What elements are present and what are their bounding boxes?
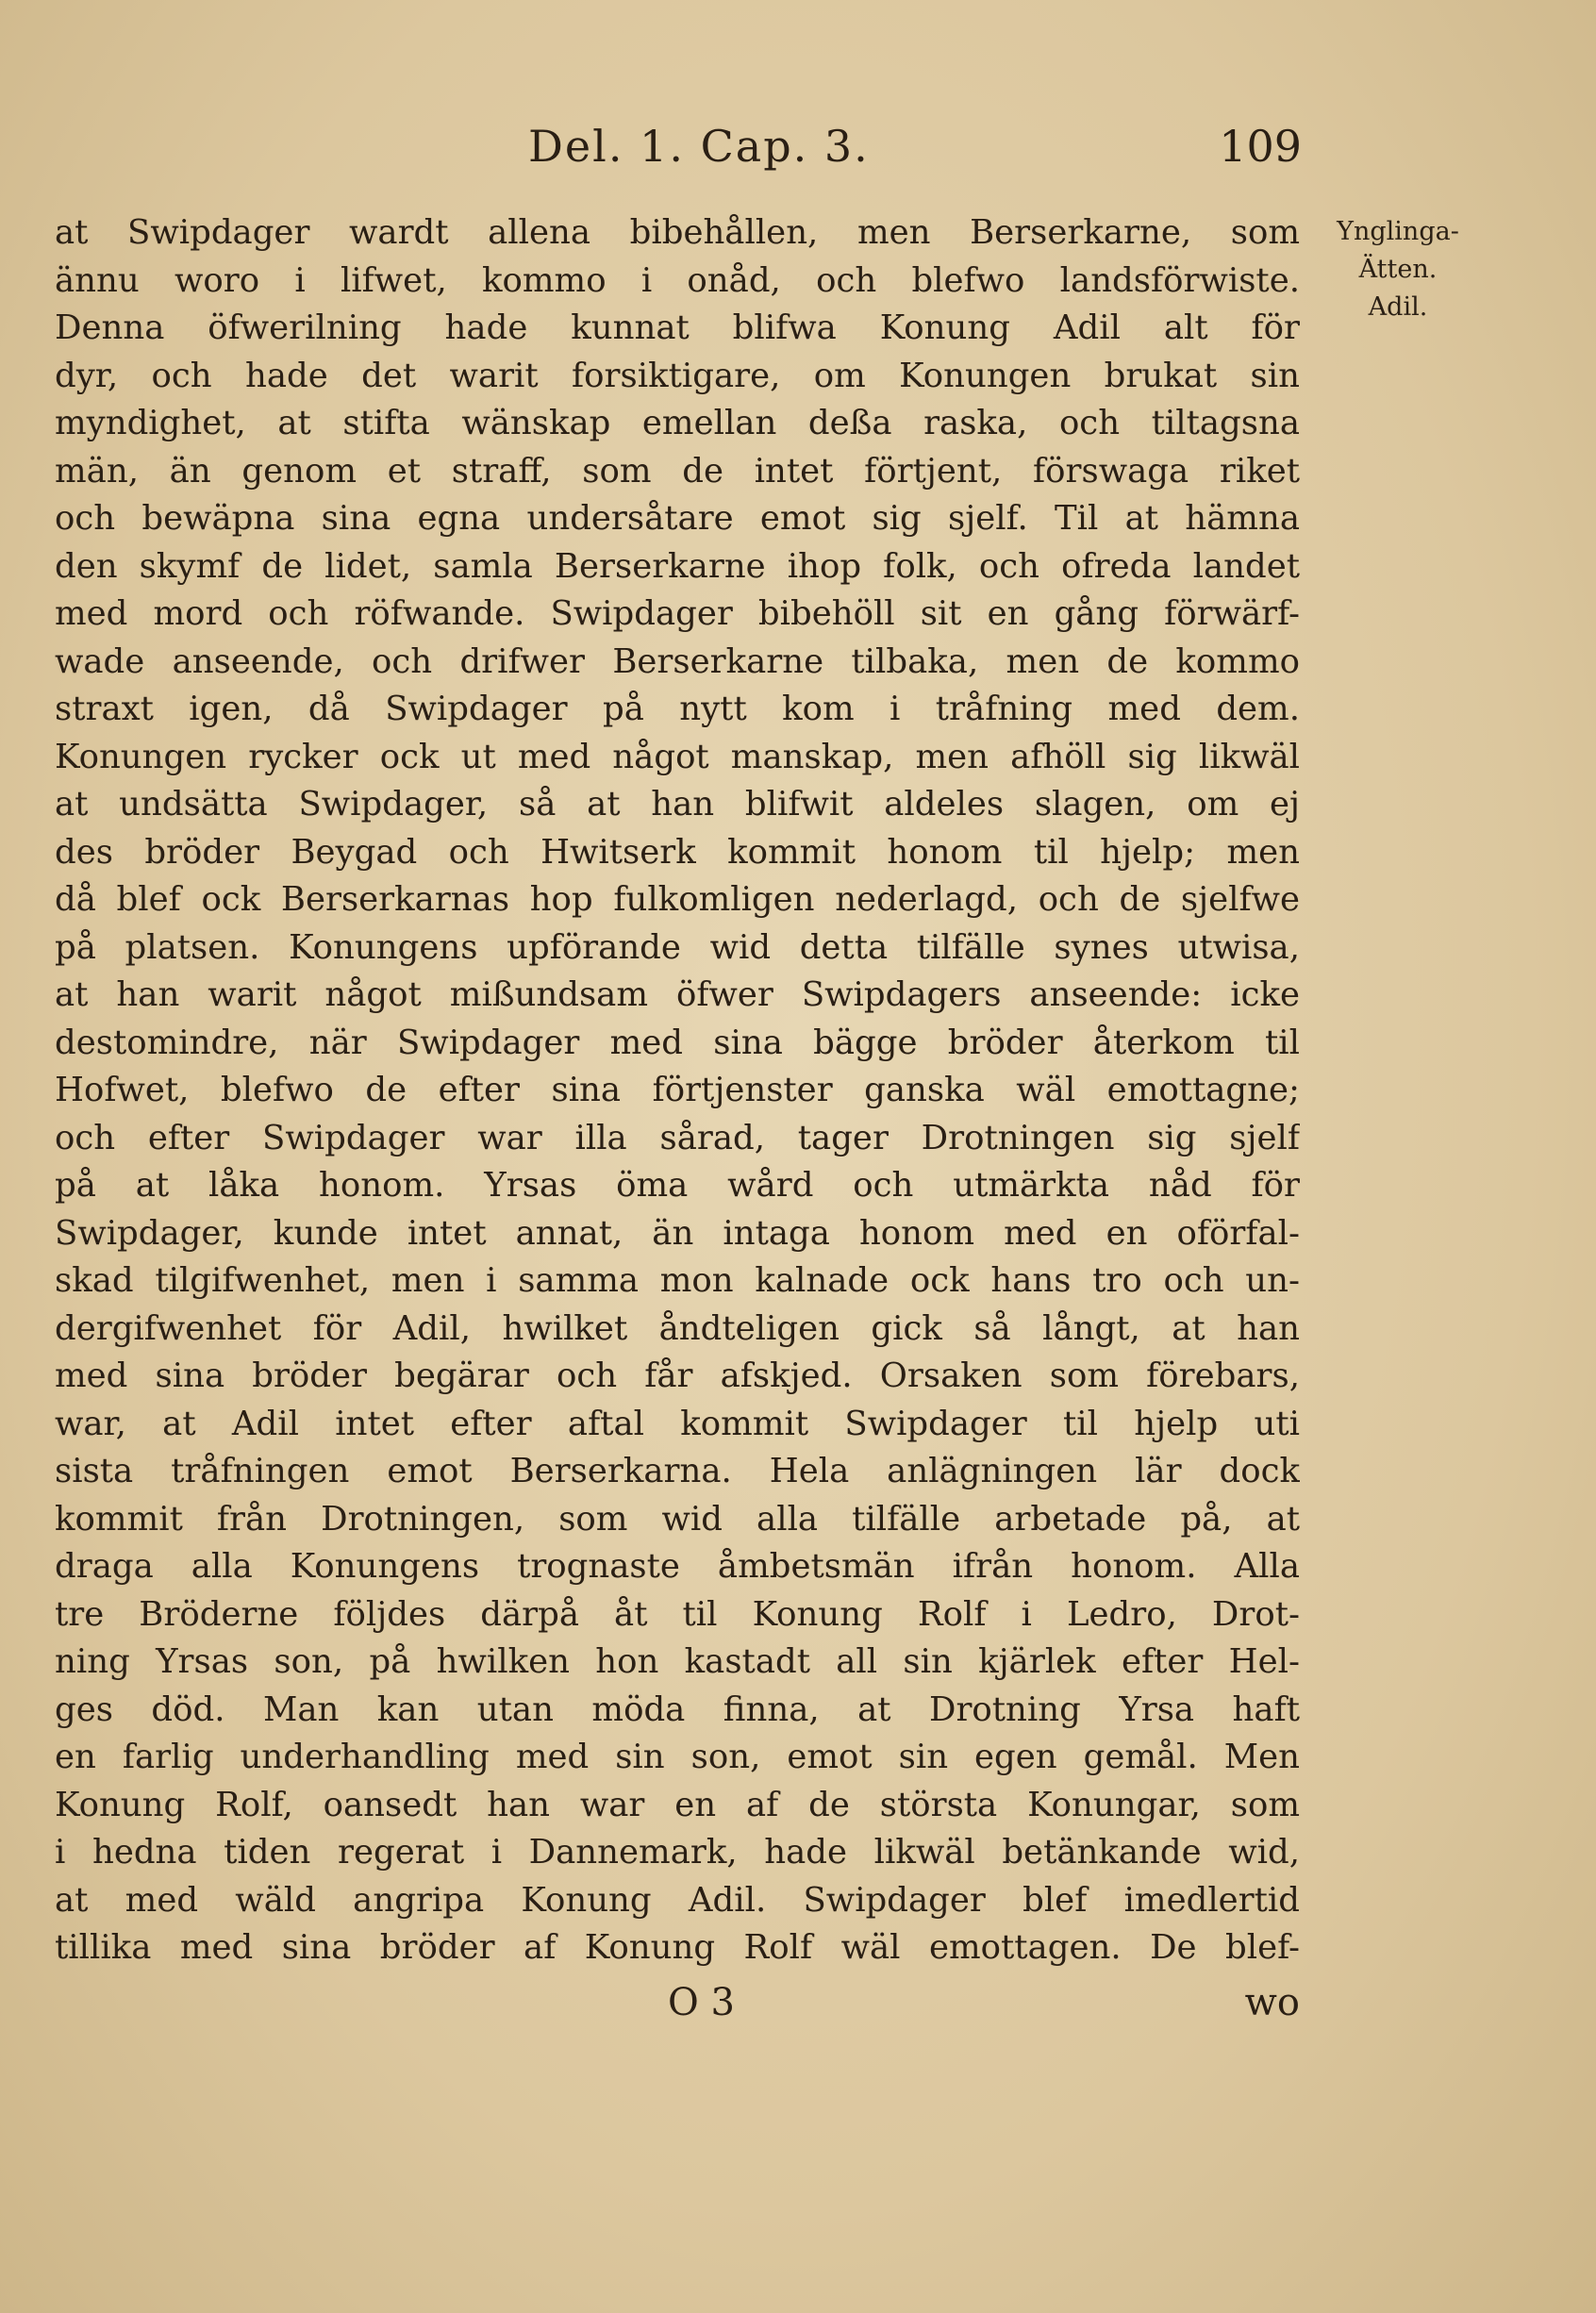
text-line: då blef ock Berserkarnas hop fulkomligen nederlagd, och de sjelfwe [55, 880, 1300, 919]
text-line: at Swipdager wardt allena bibehållen, men Berserkarne, som [55, 213, 1300, 252]
text-line: män, än genom et straff, som de intet förtjent, förswaga riket [55, 451, 1300, 491]
text-line: Swipdager, kunde intet annat, än intaga honom med en oförfal- [55, 1213, 1300, 1253]
text-line: kommit från Drotningen, som wid alla tilfälle arbetade på, at [55, 1499, 1300, 1539]
text-line: wade anseende, och drifwer Berserkarne tilbaka, men de kommo [55, 641, 1300, 681]
running-title: Del. 1. Cap. 3. [528, 121, 870, 172]
page-footer [55, 1981, 1300, 2038]
text-line: Denna öfwerilning hade kunnat blifwa Konung Adil alt för [55, 308, 1300, 347]
text-line: en farlig underhandling med sin son, emot sin egen gemål. Men [55, 1738, 1300, 1776]
margin-note-line: Ynglinga- [1337, 217, 1459, 246]
text-line: tre Bröderne följdes därpå åt til Konung Rolf i Ledro, Drot- [55, 1594, 1300, 1634]
text-line: och efter Swipdager war illa sårad, tager Drotningen sig sjelf [55, 1118, 1300, 1157]
text-line: ges död. Man kan utan möda finna, at Drotning Yrsa haft [55, 1689, 1300, 1729]
catchword: wo [1244, 1981, 1300, 2024]
text-line: straxt igen, då Swipdager på nytt kom i tråfning med dem. [55, 690, 1300, 728]
text-line: des bröder Beygad och Hwitserk kommit honom til hjelp; men [55, 832, 1300, 872]
text-line: i hedna tiden regerat i Dannemark, hade likwäl betänkande wid, [55, 1833, 1300, 1872]
text-line: med sina bröder begärar och får afskjed. Orsaken som förebars, [55, 1356, 1300, 1395]
text-line: Hofwet, blefwo de efter sina förtjenster ganska wäl emottagne; [55, 1071, 1300, 1109]
margin-note-line: Ätten. [1358, 255, 1438, 284]
margin-note-line: Adil. [1368, 292, 1428, 322]
text-line: på at låka honom. Yrsas öma wård och utmärkta nåd för [55, 1166, 1300, 1205]
text-line: skad tilgifwenhet, men i samma mon kalnade ock hans tro och un- [55, 1261, 1300, 1300]
text-line: dergifwenhet för Adil, hwilket åndteligen gick så långt, at han [55, 1308, 1300, 1348]
text-line: at han warit något mißundsam öfwer Swipdagers anseende: icke [55, 975, 1300, 1014]
text-line: Konungen rycker ock ut med något manskap, men afhöll sig likwäl [55, 737, 1300, 776]
text-line: den skymf de lidet, samla Berserkarne ihop folk, och ofreda landet [55, 546, 1300, 586]
text-line: sista tråfningen emot Berserkarna. Hela anlägningen lär dock [55, 1452, 1300, 1490]
text-line: at med wäld angripa Konung Adil. Swipdager blef imedlertid [55, 1880, 1300, 1920]
text-line: at undsätta Swipdager, så at han blifwit aldeles slagen, om ej [55, 785, 1300, 824]
text-line: destomindre, när Swipdager med sina bägge bröder återkom til [55, 1023, 1300, 1062]
page-number: 109 [1219, 121, 1302, 172]
text-line: draga alla Konungens trognaste åmbetsmän ifrån honom. Alla [55, 1547, 1300, 1586]
text-line: och bewäpna sina egna undersåtare emot sig sjelf. Til at hämna [55, 499, 1300, 538]
text-line: Konung Rolf, oansedt han war en af de största Konungar, som [55, 1785, 1300, 1824]
text-line: ning Yrsas son, på hwilken hon kastadt all sin kjärlek efter Hel- [55, 1642, 1300, 1681]
text-line: på platsen. Konungens upförande wid detta tilfälle synes utwisa, [55, 927, 1300, 967]
text-line: ännu woro i lifwet, kommo i onåd, och blefwo landsförwiste. [55, 260, 1300, 300]
text-line: med mord och röfwande. Swipdager bibehöll sit en gång förwärf- [55, 594, 1300, 633]
body-text [55, 209, 1300, 1972]
text-line: tillika med sina bröder af Konung Rolf wäl emottagen. De blef- [55, 1928, 1300, 1967]
text-line: myndighet, at stifta wänskap emellan deßa raska, och tiltagsna [55, 404, 1300, 442]
margin-note [1322, 213, 1473, 326]
text-line: dyr, och hade det warit forsiktigare, om Konungen brukat sin [55, 356, 1300, 395]
text-line: war, at Adil intet efter aftal kommit Swipdager til hjelp uti [55, 1404, 1300, 1443]
signature-mark: O 3 [668, 1981, 735, 2024]
page-header [528, 121, 1302, 187]
